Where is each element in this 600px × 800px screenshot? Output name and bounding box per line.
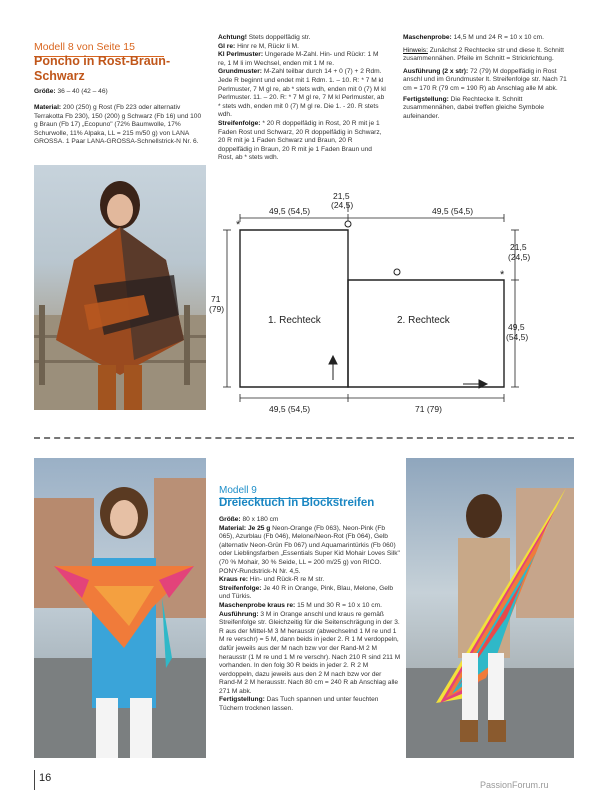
model9-para: Größe: 80 x 180 cm: [219, 516, 279, 523]
dim-top-right: 49,5 (54,5): [432, 206, 474, 216]
triangle-shawl-back-photo: [406, 458, 574, 758]
dim-left-b: (79): [209, 304, 225, 314]
model9-title: Dreiecktuch in Blockstreifen: [219, 497, 375, 509]
model9-ref: Modell 9: [219, 480, 339, 499]
watermark: PassionForum.ru: [480, 780, 549, 790]
dim-right-low-a: 49,5: [508, 322, 525, 332]
rect1-label: 1. Rechteck: [268, 315, 321, 326]
dim-right-b: (24,5): [508, 252, 531, 262]
model9-para: Material: Je 25 g Neon-Orange (Fb 063), Neon-Pink (Fb 065), Azurblau (Fb 046), Melone/Neon-Rot (Fb 064), Gelb (alternativ Neon-Grün Fb 067) und Aquamarintürkis (Fb 060) oder Lieblingsfarben „Essentials Super Kid Mohair Loves Silk" (70 % Mohair, 30 % Seide, LL = 200 m/25 g) von RICO. PONY-Rundstrick-N Nr. 4,5.: [219, 524, 400, 575]
dim-top-mid-b: (24,5): [331, 200, 354, 210]
model8-ref: Modell 8 von Seite 15: [34, 37, 164, 57]
dim-bottom-right: 71 (79): [415, 404, 442, 414]
dim-top-left: 49,5 (54,5): [269, 206, 311, 216]
col2-para: Grundmuster: M-Zahl teilbar durch 14 + 0 (7) + 2 Rdm. Jede R beginnt und endet mit 1 Rdm. 1. – 10. R: * 7 M kl Perlmuster, 7 M gl re, ab * stets wdh, enden mit 0 (7) M kl Perlmuster. 11. – 20. R: * 7 M gl re, 7 M kl Perlmuster, ab * stets wdh, enden mit 0 (7) M gl re. Die 1. - 20. R stets wdh.: [218, 68, 386, 119]
model8-size: Größe: 36 – 40 (42 – 46): [34, 88, 108, 95]
section-separator: [34, 437, 574, 439]
rect2-label: 2. Rechteck: [397, 315, 450, 326]
svg-text:*: *: [236, 219, 241, 231]
svg-text:*: *: [500, 269, 505, 281]
col3-para: Fertigstellung: Die Rechtecke lt. Schnitt zusammennähen, dabei treffen gleiche Symbole aufeinander.: [403, 95, 544, 120]
model8-column3: [403, 34, 571, 121]
model9-para: Maschenprobe kraus re: 15 M und 30 R = 10 x 10 cm.: [219, 601, 382, 609]
poncho-pattern-diagram: [205, 190, 575, 420]
dim-bottom-left: 49,5 (54,5): [269, 404, 311, 414]
col2-para: Streifenfolge: * 20 R doppelfädig in Rost, 20 R mit je 1 Faden Rost und Schwarz, 20 R doppelfädig in Schwarz, 20 R mit je 1 Faden Schwarz und Braun, 20 R doppelfädig in Braun, 20 R mit je 1 Faden Braun und Rost, ab * stets wdh.: [218, 119, 382, 162]
model8-column2: [218, 34, 388, 163]
col2-para: Achtung! Stets doppelfädig str.: [218, 34, 311, 41]
dim-right-low-b: (54,5): [506, 332, 529, 342]
col3-para: Maschenprobe: 14,5 M und 24 R = 10 x 10 cm.: [403, 34, 544, 41]
dim-left-a: 71: [211, 294, 221, 304]
poncho-photo: [34, 165, 206, 410]
page-number: 16: [39, 772, 52, 784]
col3-para: Ausführung (2 x str): 72 (79) M doppelfädig in Rost anschl und im Grundmuster lt. Streifenfolge str. Nach 71 cm = 170 R (79 cm = 190 R) ab Anschlag alle M abk.: [403, 67, 567, 92]
triangle-shawl-front-photo: [34, 458, 206, 758]
col2-para: Kl Perlmuster: Ungerade M-Zahl. Hin- und Rückr: 1 M re, 1 M li im Wechsel, enden mit 1 M re.: [218, 51, 379, 67]
model8-title: Poncho in Rost-Braun- Schwarz: [34, 54, 171, 83]
model8-material: Material: 200 (250) g Rost (Fb 223 oder alternativ Terrakotta Fb 230), 150 (200) g Schwarz (Fb 16) und 100 g Braun (Fb 17) „Ecopuno" (72% Baumwolle, 17% Schurwolle, 11% Alpaka, LL = 215 m/50 g) von LANA GROSSA. 1 Paar LANA-GROSSA-Schnellstrick-N Nr. 6.: [34, 104, 202, 146]
model9-para: Fertigstellung: Das Tuch spannen und unter feuchten Tüchern trocknen lassen.: [219, 696, 379, 713]
model9-body: [219, 516, 401, 714]
col3-para: Hinweis: Zunächst 2 Rechtecke str und diese lt. Schnitt zusammennähen. Pfeile im Schnitt = Strickrichtung.: [403, 46, 564, 63]
model9-para: Streifenfolge: Je 40 R in Orange, Pink, Blau, Melone, Gelb und Türkis.: [219, 584, 394, 601]
model9-para: Ausführung: 3 M in Orange anschl und kraus re gemäß Streifenfolge str. Gleichzeitig für die Seitenschrägung in der 3. R aus der Mittel-M 3 M herausstr (abwechselnd 1 M re und 1 M re verschr) = 5 M, dann beids in jeder 2. R 1 M verdoppeln, dafür jeweils aus der M nach bzw vor der Rand-M 2 M herausstr (1 M re und 1 M re verschr). Nach 210 R sind 211 M vorhanden. In den folg 30 R beids in jeder 2. R 2 M verdoppeln, dazu jeweils aus den 2 M nach bzw vor der Rand-M 2 M herausstr. Nach 80 cm = 240 R ab Anschlag alle 271 M abk.: [219, 610, 401, 695]
col2-para: Gl re: Hinr re M, Rückr li M.: [218, 42, 299, 50]
dim-right-a: 21,5: [510, 242, 527, 252]
model9-para: Kraus re: Hin- und Rück-R re M str.: [219, 576, 325, 584]
dim-top-mid-a: 21,5: [333, 191, 350, 201]
page-number-rule: [34, 770, 35, 790]
